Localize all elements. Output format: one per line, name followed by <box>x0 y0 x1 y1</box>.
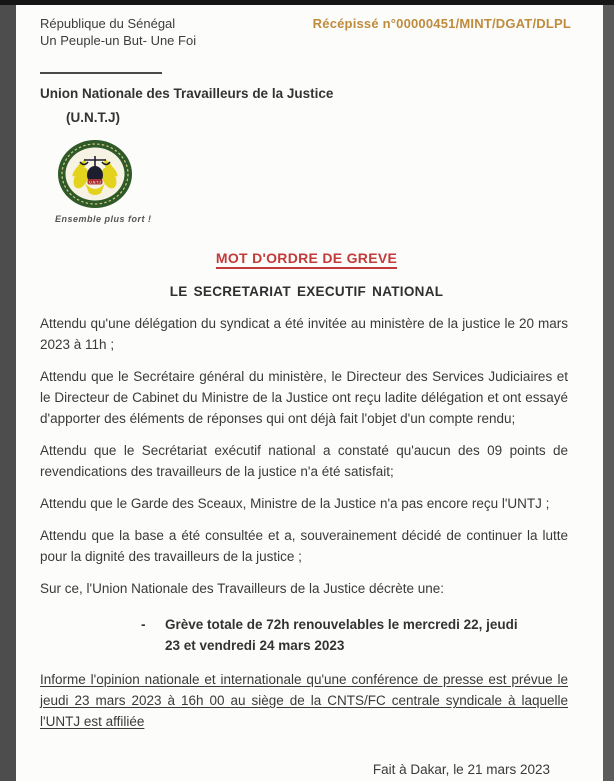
organization-acronym: (U.N.T.J) <box>66 110 120 125</box>
signoff-date-place: Fait à Dakar, le 21 mars 2023 <box>372 762 550 777</box>
untj-logo-block <box>55 139 152 224</box>
national-motto: Un Peuple-un But- Une Foi <box>40 33 197 48</box>
republic-header <box>40 15 196 49</box>
svg-text:U.N.T.J: U.N.T.J <box>89 180 101 185</box>
paragraph-decree-intro: Sur ce, l'Union Nationale des Travailleurs de la Justice décrète une: <box>40 581 445 596</box>
header-separator-line <box>40 72 162 74</box>
bullet-dash: - <box>141 617 146 632</box>
receipt-number: Récépissé n°00000451/MINT/DGAT/DLPL <box>312 16 571 31</box>
document-title: MOT D'ORDRE DE GREVE <box>216 250 397 269</box>
paragraph-attendu-1: Attendu qu'une délégation du syndicat a été invitée au ministère de la justice le 20 mars 2023 à 11h ; <box>40 316 568 352</box>
strike-declaration: Grève totale de 72h renouvelables le mercredi 22, jeudi 23 et vendredi 24 mars 2023 <box>165 617 518 653</box>
logo-motto: Ensemble plus fort ! <box>55 214 152 224</box>
document-body <box>40 313 573 777</box>
paragraph-attendu-3: Attendu que le Secrétariat exécutif national a constaté qu'aucun des 09 points de revendications des travailleurs de la justice n'a été satisfait; <box>40 443 568 479</box>
photo-right-edge <box>603 5 614 781</box>
paragraph-attendu-4: Attendu que le Garde des Sceaux, Ministre de la Justice n'a pas encore reçu l'UNTJ ; <box>40 496 550 511</box>
paragraph-attendu-2: Attendu que le Secrétaire général du ministère, le Directeur des Services Judiciaires et le Directeur de Cabinet du Ministre de la Justice ont reçu ladite délégation et ont essayé d'apporter des éléments de réponses qui ont déjà fait l'objet d'un compte rendu; <box>40 369 568 426</box>
paragraph-attendu-5: Attendu que la base a été consultée et a, souverainement décidé de continuer la lutte pour la dignité des travailleurs de la justice ; <box>40 528 568 564</box>
country-name: République du Sénégal <box>40 16 176 31</box>
document-page <box>16 5 603 781</box>
photo-left-edge <box>0 5 16 781</box>
strike-bullet-item <box>141 614 568 656</box>
document-subtitle: LE SECRETARIAT EXECUTIF NATIONAL <box>169 284 444 299</box>
press-conference-notice: Informe l'opinion nationale et internationale qu'une conférence de presse est prévue le jeudi 23 mars 2023 à 16h 00 au siège de la CNTS/FC centrale syndicale à laquelle l'UNTJ est affiliée <box>40 672 568 729</box>
untj-logo <box>55 139 135 211</box>
organization-name: Union Nationale des Travailleurs de la Justice <box>40 86 334 101</box>
document-header <box>40 15 573 49</box>
